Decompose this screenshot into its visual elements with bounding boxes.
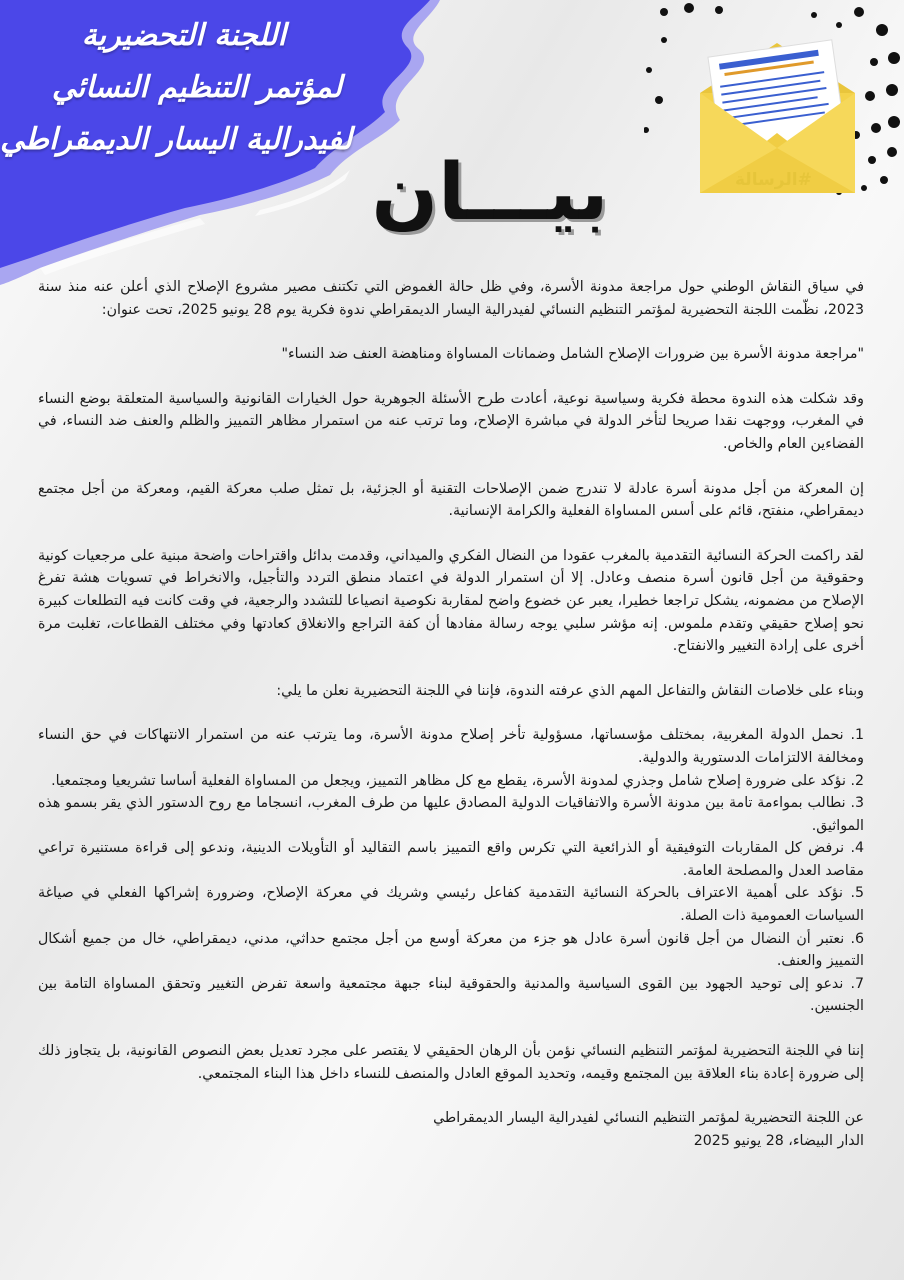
list-item: 6. نعتبر أن النضال من أجل قانون أسرة عادل هو جزء من معركة أوسع من أجل مجتمع حداثي، مدني، ديمقراطي، خال من جميع أشكال التمييز والعنف. xyxy=(38,930,864,970)
header-line-3: لفيدرالية اليسار الديمقراطي xyxy=(0,122,352,157)
envelope-hashtag: #الرسالة xyxy=(735,170,812,190)
paragraph-6: إننا في اللجنة التحضيرية لمؤتمر التنظيم النسائي نؤمن بأن الرهان الحقيقي لا يقتصر على مجرد تعديل بعض النصوص القانونية، بل يتجاوز ذلك إلى ضرورة إعادة بناء العلاقة بين المجتمع وقيمه، وتحديد الموقع العادل والمنصف للنساء داخل هذا البناء المجتمعي. xyxy=(38,1043,864,1082)
list-item: 2. نؤكد على ضرورة إصلاح شامل وجذري لمدونة الأسرة، يقطع مع كل مظاهر التمييز، ويجعل من المساواة الفعلية أساسا تشريعيا ومجتمعيا. xyxy=(51,772,864,789)
statement-body xyxy=(38,276,864,1152)
list-item: 7. ندعو إلى توحيد الجهود بين القوى السياسية والمدنية والحقوقية لبناء جبهة مجتمعية واسعة تفرض التغيير وتحقق المساواة التامة بين الجنسين. xyxy=(38,975,864,1015)
paragraph-4: لقد راكمت الحركة النسائية التقدمية بالمغرب عقودا من النضال الفكري والميداني، وقدمت بدائل واقتراحات واضحة مبنية على مرجعيات كونية وحقوقية من أجل قانون أسرة منصف وعادل. إلا أن استمرار الدولة في اعتماد منطق التردد والتأجيل، والانخراط في تسويات هشة تفرغ الإصلاح من مضمونه، يشكل تراجعا خطيرا، يعبر عن خضوع واضح لمقاربة نكوصية انصياعا للتشدد والرجعية، في وقت كانت فيه التطلعات كبيرة نحو إصلاح حقيقي وتقدم ملموس. إنه مؤشر سلبي يوجه رسالة مفادها أن كفة التراجع والانغلاق كعادتها وفي مختلف القطاعات، تغلبت مرة أخرى على إرادة التغيير والانفتاح. xyxy=(38,547,864,655)
list-item: 5. نؤكد على أهمية الاعتراف بالحركة النسائية التقدمية كفاعل رئيسي وشريك في معركة الإصلاح، وضرورة إشراكها الفعلي في صياغة السياسات العمومية ذات الصلة. xyxy=(38,885,864,925)
symposium-title: "مراجعة مدونة الأسرة بين ضرورات الإصلاح الشامل وضمانات المساواة ومناهضة العنف ضد النساء" xyxy=(281,346,864,363)
page-title: بيـــان xyxy=(371,148,609,238)
paragraph-3: إن المعركة من أجل مدونة أسرة عادلة لا تندرج ضمن الإصلاحات التقنية أو الجزئية، بل تمثل صلب معركة القيم، ومعركة من أجل مجتمع ديمقراطي، منفتح، قائم على أسس المساواة الفعلية والكرامة الإنسانية. xyxy=(38,480,864,520)
list-item: 4. نرفض كل المقاربات التوفيقية أو الذرائعية التي تكرس واقع التمييز باسم التقاليد أو التأويلات الدينية، وندعو إلى قراءة مستنيرة تراعي مقاصد العدل والمصلحة العامة. xyxy=(38,840,864,879)
list-item: 1. نحمل الدولة المغربية، بمختلف مؤسساتها، مسؤولية تأخر إصلاح مدونة الأسرة، وما يترتب عنه من استمرار الانتهاكات في حق النساء ومخالفة الالتزامات الدستورية والدولية. xyxy=(38,727,864,766)
place-date: الدار البيضاء، 28 يونيو 2025 xyxy=(693,1132,864,1149)
paragraph-5: وبناء على خلاصات النقاش والتفاعل المهم الذي عرفته الندوة، فإننا في اللجنة التحضيرية نعلن ما يلي: xyxy=(276,682,864,699)
list-item: 3. نطالب بمواءمة تامة بين مدونة الأسرة والاتفاقيات الدولية المصادق عليها من طرف المغرب، انسجاما مع روح الدستور الذي يقر بسمو هذه المواثيق. xyxy=(38,795,864,834)
header-line-2: لمؤتمر التنظيم النسائي xyxy=(51,70,342,105)
paragraph-2: وقد شكلت هذه الندوة محطة فكرية وسياسية نوعية، أعادت طرح الأسئلة الجوهرية حول الخيارات القانونية والسياسية المتعلقة بوضع النساء في المغرب، ووجهت نقدا صريحا لتأخر الدولة في مباشرة الإصلاح، وما ترتب عنه من استمرار مظاهر التمييز والظلم والعنف ضد النساء، في الفضاءين العام والخاص. xyxy=(38,390,864,452)
header-line-1: اللجنة التحضيرية xyxy=(81,18,286,53)
signature: عن اللجنة التحضيرية لمؤتمر التنظيم النسائي لفيدرالية اليسار الديمقراطي xyxy=(433,1110,864,1127)
intro-paragraph: في سياق النقاش الوطني حول مراجعة مدونة الأسرة، وفي ظل حالة الغموض التي تكتنف مصير مشروع الإصلاح الذي أعلن عنه منذ سنة 2023، نظّمت اللجنة التحضيرية لمؤتمر التنظيم النسائي لفيدرالية اليسار الديمقراطي ندوة فكرية يوم 28 يونيو 2025، تحت عنوان: xyxy=(38,279,864,318)
